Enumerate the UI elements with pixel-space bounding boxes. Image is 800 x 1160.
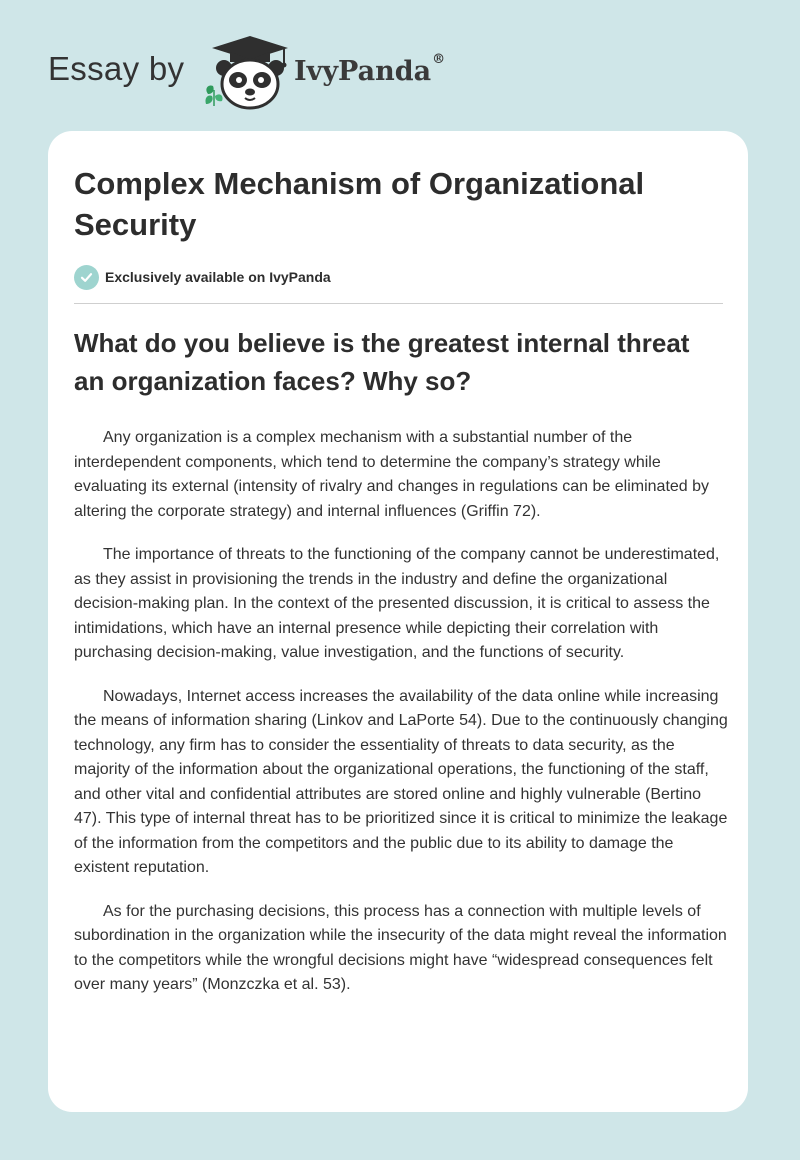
paragraph: The importance of threats to the functioning of the company cannot be underestimated, as they assist in provisioning the trends in the industry and define the organizational decision-making plan. In the context of the presented discussion, it is critical to assess the intimidations, which have an internal presence while depicting their correlation with purchasing decision-making, value investigation, and the functions of security. [74, 546, 720, 661]
exclusive-badge-text: Exclusively available on IvyPanda [105, 269, 331, 285]
brand-name-text: IvyPanda [294, 56, 432, 87]
brand-name [294, 52, 446, 87]
brand-prefix: Essay by [48, 50, 185, 87]
ivy-leaf-icon [205, 86, 222, 106]
divider [74, 303, 723, 304]
panda-logo-icon [200, 34, 300, 110]
essay-body [74, 426, 728, 1017]
page-title: Complex Mechanism of Organizational Security [74, 166, 645, 242]
section-heading: What do you believe is the greatest internal threat an organization faces? Why so? [74, 328, 690, 396]
exclusive-badge [74, 264, 331, 290]
essay-card [48, 131, 748, 1112]
brand-header[interactable] [48, 30, 508, 110]
check-circle-icon [74, 265, 99, 290]
registered-mark: ® [432, 52, 446, 67]
paragraph: Nowadays, Internet access increases the availability of the data online while increasing the means of information sharing (Linkov and LaPorte 54). Due to the continuously changing technology, any firm has to consider the essentiality of threats to data security, as the majority of the information about the organizational operations, the functioning of the staff, and other vital and confidential attributes are stored online and highly vulnerable (Bertino 47). This type of internal threat has to be prioritized since it is critical to minimize the leakage of the information from the competitors and the public due to its ability to damage the existent reputation. [74, 687, 728, 876]
paragraph: As for the purchasing decisions, this process has a connection with multiple levels of subordination in the organization while the insecurity of the data might reveal the information to the competitors while the wrongful decisions might have “widespread consequences felt over many years” (Monzczka et al. 53). [74, 902, 727, 993]
paragraph: Any organization is a complex mechanism with a substantial number of the interdependent components, which tend to determine the company’s strategy while evaluating its external (intensity of rivalry and changes in regulations can be eliminated by altering the corporate strategy) and internal influences (Griffin 72). [74, 429, 710, 520]
